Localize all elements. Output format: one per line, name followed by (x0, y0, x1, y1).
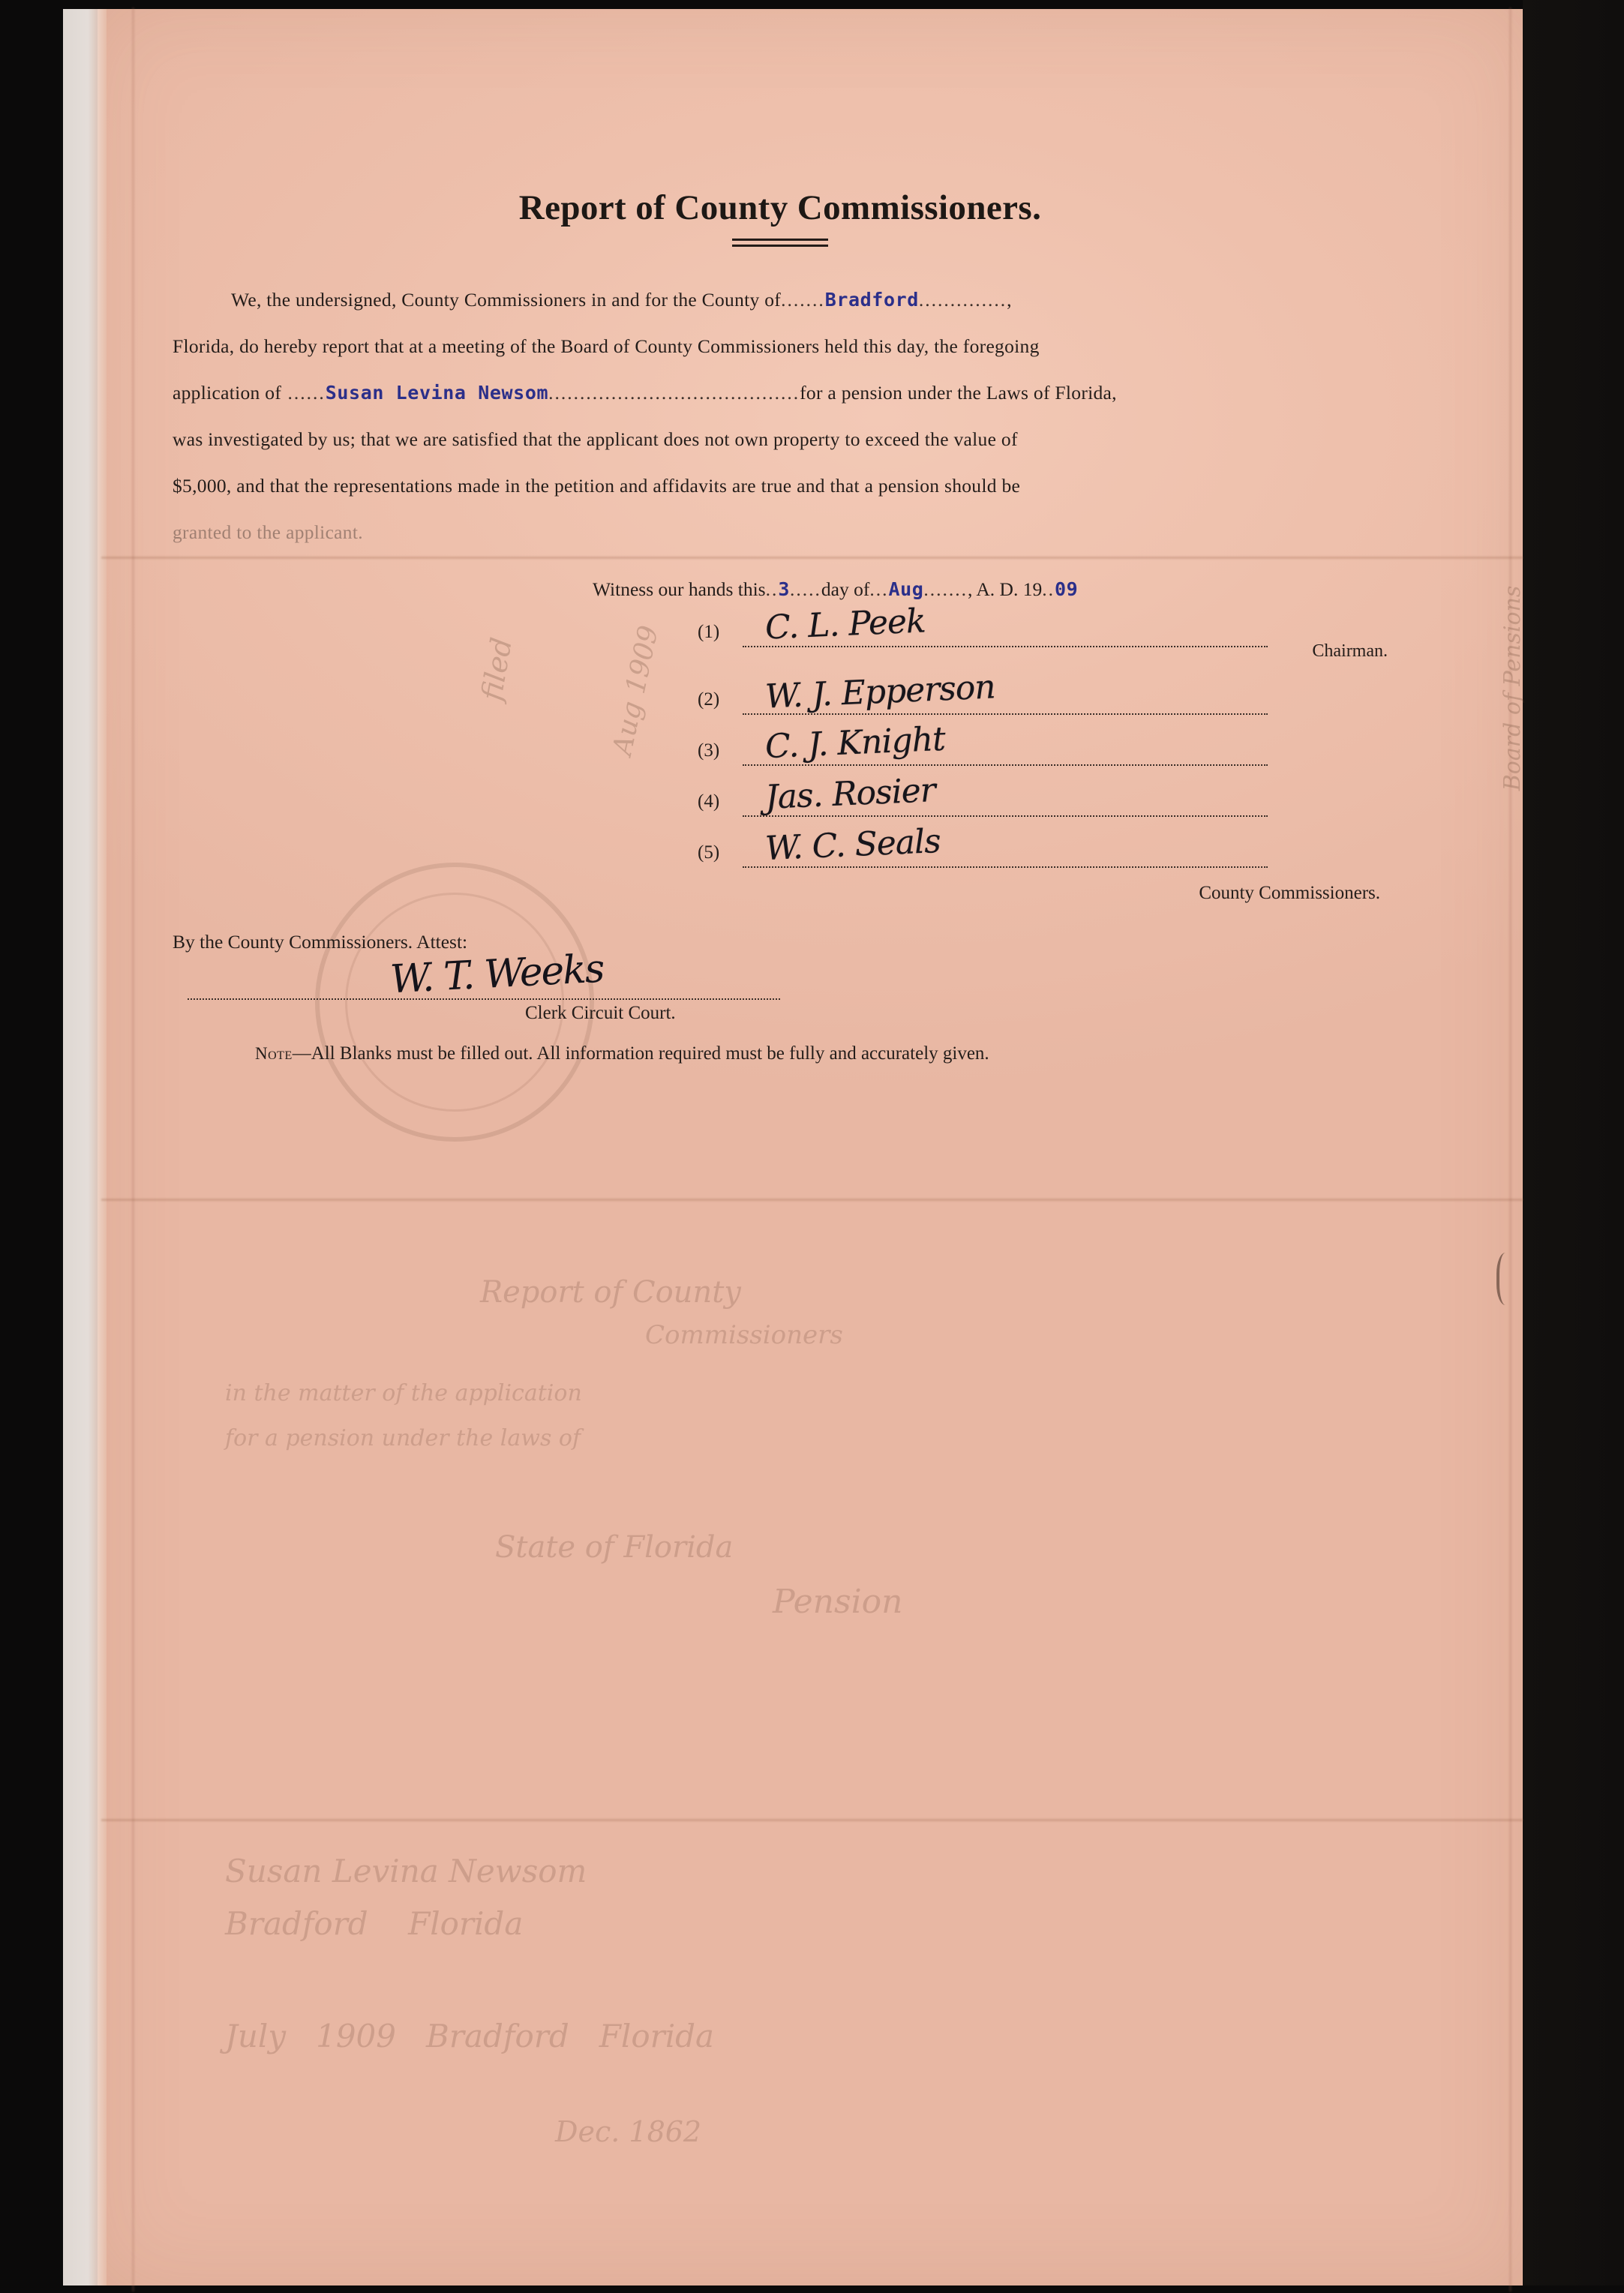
verso-bleed-line-8: Bradford Florida (225, 1905, 524, 1942)
applicant-name-value: Susan Levina Newsom (325, 382, 549, 404)
verso-bleed-line-3: in the matter of the application (225, 1380, 582, 1406)
dot-leader-4: ........................................ (548, 382, 800, 404)
paragraph-line-1 (173, 277, 1388, 323)
signature-rule-1 (743, 646, 1268, 647)
county-commissioners-caption: County Commissioners. (1199, 883, 1380, 903)
note-line (173, 1043, 1388, 1064)
verso-bleed-line-6: State of Florida (495, 1530, 734, 1565)
document-body (173, 188, 1388, 1064)
dot-leader-8: ....... (923, 578, 968, 600)
line3-tail: for a pension under the Laws of Florida, (800, 382, 1117, 404)
verso-bleed-line-1: Report of County (480, 1275, 741, 1310)
signature-name-4: Jas. Rosier (764, 771, 936, 817)
signature-number-1: (1) (698, 622, 720, 642)
dot-leader-2: .............. (918, 289, 1007, 311)
application-label: application of (173, 382, 282, 404)
dot-leader-9: .. (1042, 578, 1055, 600)
witness-line (173, 578, 1388, 601)
dot-leader-3: ...... (281, 382, 326, 404)
clerk-signature-rule (188, 998, 780, 1000)
verso-bleed-line-5: Pension (773, 1583, 903, 1621)
attest-line: By the County Commissioners. Attest: (173, 931, 468, 953)
signature-row-1 (173, 602, 1388, 661)
signature-number-3: (3) (698, 740, 720, 761)
dot-leader-1: ....... (781, 289, 825, 311)
signature-rule-4 (743, 815, 1268, 817)
witness-year-prefix: , A. D. 19 (968, 578, 1043, 600)
paper-left-edge (60, 0, 107, 2293)
signature-row-5 (173, 821, 1388, 880)
signature-number-5: (5) (698, 842, 720, 863)
paragraph-line-4: was investigated by us; that we are satisfied that the applicant does not own property to exceed the value of (173, 428, 1018, 450)
paragraph-line-3 (173, 370, 1388, 416)
chairman-caption: Chairman. (1312, 641, 1388, 661)
verso-bleed-line-10: Dec. 1862 (555, 2115, 702, 2148)
paragraph-line-6: granted to the applicant. (173, 521, 363, 543)
intro-text: We, the undersigned, County Commissioners in and for the County of (231, 289, 782, 311)
signature-rule-3 (743, 764, 1268, 766)
witness-day-value: 3 (778, 578, 790, 600)
signature-name-2: W. J. Epperson (764, 668, 996, 716)
scan-right-border (1523, 0, 1624, 2293)
scan-left-border (0, 0, 63, 2293)
signature-row-4 (173, 771, 1388, 829)
witness-mid: day of (821, 578, 870, 600)
scan-top-border (0, 0, 1624, 9)
fold-line-vertical-left (132, 8, 134, 2291)
dot-leader-5: .. (765, 578, 779, 600)
signature-block (173, 602, 1388, 904)
fold-line-middle (101, 1199, 1523, 1201)
verso-bleed-line-2: Commissioners (645, 1320, 843, 1350)
clerk-signature-area (173, 946, 1388, 1023)
dot-leader-7: ... (869, 578, 889, 600)
fold-line-lower (101, 1819, 1523, 1821)
witness-prefix: Witness our hands this (593, 578, 766, 600)
signature-name-3: C. J. Knight (764, 719, 946, 767)
witness-year-value: 09 (1054, 578, 1079, 600)
witness-month-value: Aug (888, 578, 924, 600)
verso-bleed-line-9: July 1909 Bradford Florida (225, 2018, 715, 2054)
signature-name-5: W. C. Seals (764, 821, 941, 869)
fold-line-vertical-right (1509, 8, 1511, 2291)
pen-ghost-stroke-3: Board of Pensions (1499, 585, 1526, 791)
clerk-caption: Clerk Circuit Court. (525, 1003, 676, 1023)
paragraph-line-2: Florida, do hereby report that at a meeting of the Board of County Commissioners held this day, the foregoing (173, 335, 1040, 357)
signature-row-3 (173, 719, 1388, 778)
dot-leader-6: ..... (790, 578, 821, 600)
note-text: —All Blanks must be filled out. All information required must be fully and accurately given. (292, 1043, 989, 1064)
page-title: Report of County Commissioners. (518, 188, 1042, 227)
clerk-signature: W. T. Weeks (389, 946, 605, 1003)
verso-bleed-line-7: Susan Levina Newsom (225, 1853, 587, 1889)
signature-name-1: C. L. Peek (764, 602, 926, 647)
scan-bottom-border (0, 2285, 1624, 2293)
note-label: Note (255, 1044, 293, 1063)
paper-edge-tear (1496, 1253, 1519, 1305)
line1-tail: , (1007, 289, 1012, 311)
paragraph-line-5: $5,000, and that the representations made in the petition and affidavits are true and that a pension should be (173, 475, 1021, 497)
signature-rule-5 (743, 866, 1268, 868)
pen-ghost-stroke-2: Aug 1909 (607, 623, 665, 758)
pen-ghost-stroke-1: filed (475, 635, 519, 704)
signature-number-2: (2) (698, 689, 720, 710)
verso-bleed-line-4: for a pension under the laws of (225, 1425, 581, 1451)
signature-number-4: (4) (698, 791, 720, 812)
county-value: Bradford (824, 289, 919, 311)
title-divider (732, 239, 828, 247)
